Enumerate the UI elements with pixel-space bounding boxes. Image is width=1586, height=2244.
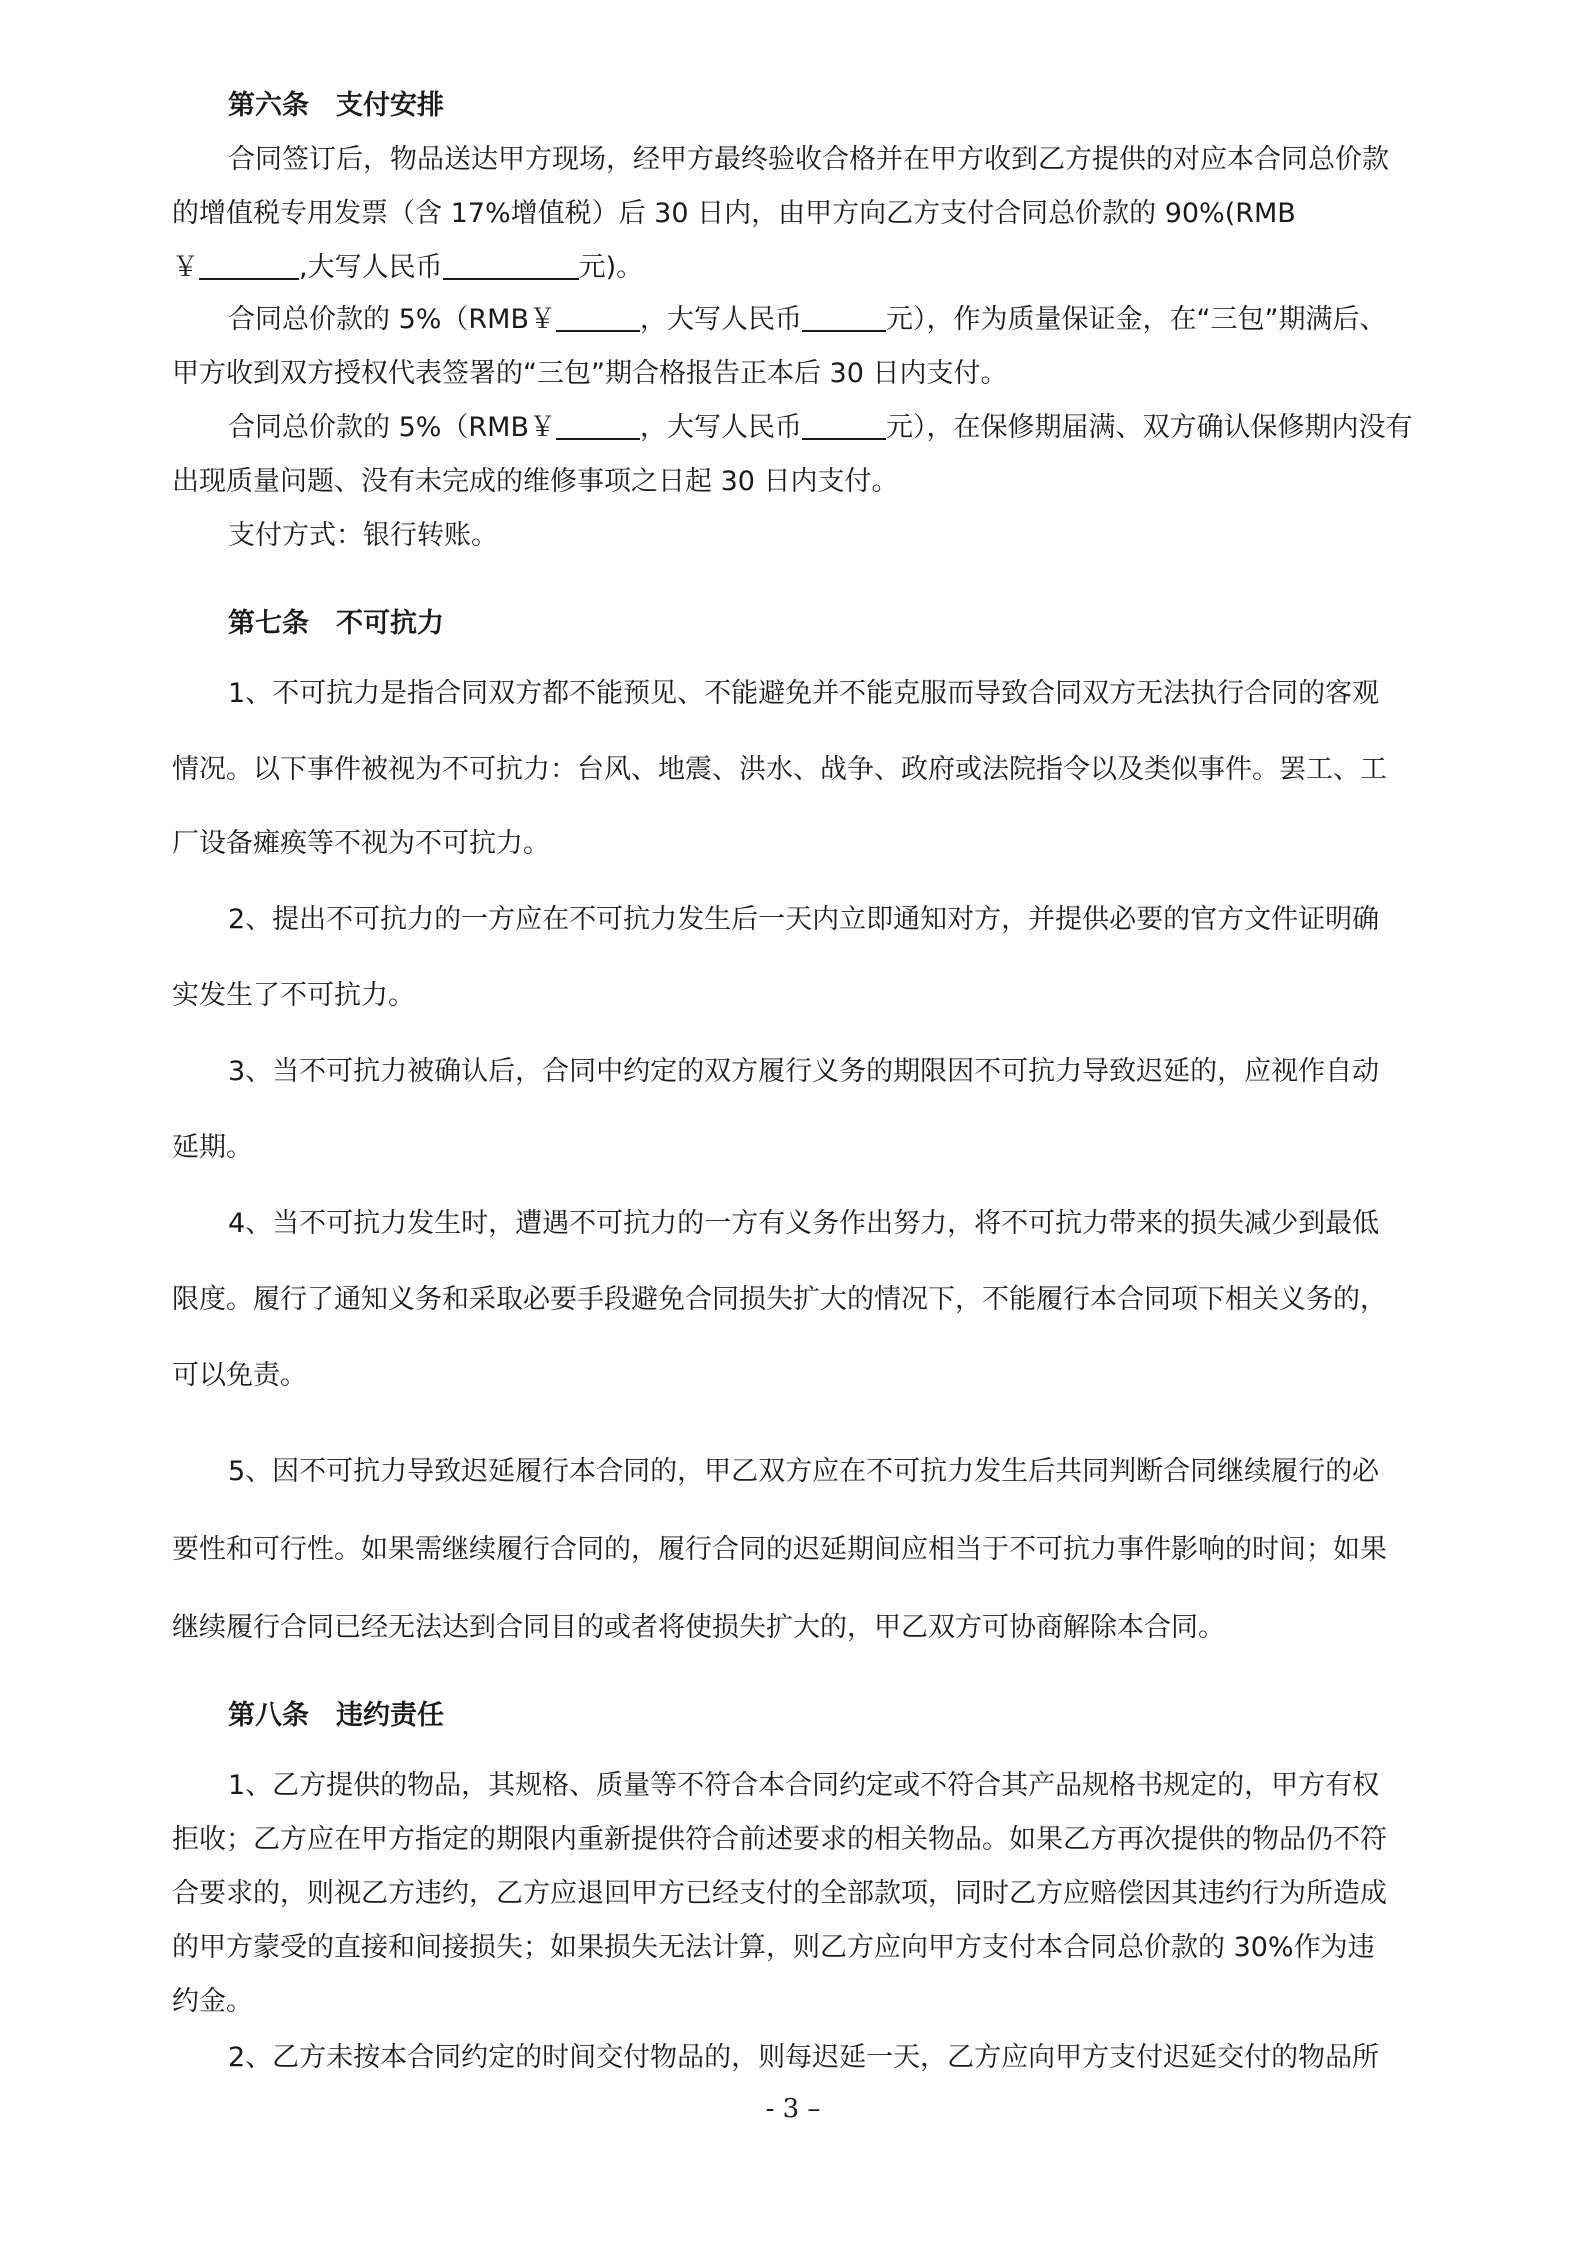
article-7-item5-line2: 要性和可行性。如果需继续履行合同的，履行合同的迟延期间应相当于不可抗力事件影响的时间；如果 <box>172 1534 1387 1565</box>
fill-blank <box>443 252 579 280</box>
text-segment: ，大写人民币 <box>640 412 802 443</box>
text-segment: 合同总价款的 5%（RMB￥ <box>228 412 556 443</box>
article-7-item1-line2: 情况。以下事件被视为不可抗力：台风、地震、洪水、战争、政府或法院指令以及类似事件。罢工、工 <box>172 754 1387 785</box>
article-7-item5-line1: 5、因不可抗力导致迟延履行本合同的，甲乙双方应在不可抗力发生后共同判断合同继续履行的必 <box>228 1456 1380 1487</box>
article-6-p3-line1 <box>228 408 1422 448</box>
text-segment: 合同总价款的 5%（RMB￥ <box>228 304 556 335</box>
text-segment: 元），在保修期届满、双方确认保修期内没有 <box>886 412 1413 443</box>
article-6-p3-line2: 出现质量问题、没有未完成的维修事项之日起 30 日内支付。 <box>172 466 899 497</box>
article-8-item1-line1: 1、乙方提供的物品，其规格、质量等不符合本合同约定或不符合其产品规格书规定的，甲方有权 <box>228 1770 1380 1801</box>
article-8-item2-line1: 2、乙方未按本合同约定的时间交付物品的，则每迟延一天，乙方应向甲方支付迟延交付的物品所 <box>228 2042 1380 2073</box>
article-7-item1-line1: 1、不可抗力是指合同双方都不能预见、不能避免并不能克服而导致合同双方无法执行合同的客观 <box>228 678 1380 709</box>
article-8-item1-line3: 合要求的，则视乙方违约，乙方应退回甲方已经支付的全部款项，同时乙方应赔偿因其违约行为所造成 <box>172 1878 1387 1909</box>
fill-blank <box>802 304 886 332</box>
page-number: - 3 – <box>765 2094 821 2124</box>
text-segment: 元），作为质量保证金，在“三包”期满后、 <box>886 304 1387 335</box>
article-6-p1-line2: 的增值税专用发票（含 17%增值税）后 30 日内，由甲方向乙方支付合同总价款的 90%(RMB <box>172 198 1296 229</box>
article-7-heading: 第七条 不可抗力 <box>228 608 444 639</box>
article-6-heading: 第六条 支付安排 <box>228 90 444 121</box>
article-7-item5-line3: 继续履行合同已经无法达到合同目的或者将使损失扩大的，甲乙双方可协商解除本合同。 <box>172 1612 1225 1643</box>
fill-blank <box>556 412 640 440</box>
text-segment: ￥ <box>172 252 199 283</box>
article-6-p1-line3 <box>172 248 1422 288</box>
fill-blank <box>556 304 640 332</box>
article-7-item2-line2: 实发生了不可抗力。 <box>172 980 415 1011</box>
article-7-item3-line1: 3、当不可抗力被确认后，合同中约定的双方履行义务的期限因不可抗力导致迟延的，应视作自动 <box>228 1056 1380 1087</box>
article-7-item2-line1: 2、提出不可抗力的一方应在不可抗力发生后一天内立即通知对方，并提供必要的官方文件证明确 <box>228 904 1380 935</box>
article-7-item4-line3: 可以免责。 <box>172 1360 307 1391</box>
article-7-item4-line1: 4、当不可抗力发生时，遭遇不可抗力的一方有义务作出努力，将不可抗力带来的损失减少到最低 <box>228 1208 1380 1239</box>
article-8-item1-line5: 约金。 <box>172 1986 253 2017</box>
article-7-item4-line2: 限度。履行了通知义务和采取必要手段避免合同损失扩大的情况下，不能履行本合同项下相关义务的， <box>172 1284 1387 1315</box>
article-8-item1-line4: 的甲方蒙受的直接和间接损失；如果损失无法计算，则乙方应向甲方支付本合同总价款的 30%作为违 <box>172 1932 1375 1963</box>
article-6-p2-line2: 甲方收到双方授权代表签署的“三包”期合格报告正本后 30 日内支付。 <box>172 358 1008 389</box>
article-6-p1-line1: 合同签订后，物品送达甲方现场，经甲方最终验收合格并在甲方收到乙方提供的对应本合同总价款 <box>228 144 1389 175</box>
text-segment: ,大写人民币 <box>299 252 443 283</box>
article-6-p4: 支付方式：银行转账。 <box>228 520 498 551</box>
article-8-item1-line2: 拒收；乙方应在甲方指定的期限内重新提供符合前述要求的相关物品。如果乙方再次提供的物品仍不符 <box>172 1824 1387 1855</box>
article-7-item3-line2: 延期。 <box>172 1132 253 1163</box>
article-6-p2-line1 <box>228 300 1422 340</box>
article-8-heading: 第八条 违约责任 <box>228 1700 444 1731</box>
fill-blank <box>802 412 886 440</box>
text-segment: ，大写人民币 <box>640 304 802 335</box>
fill-blank <box>199 252 299 280</box>
text-segment: 元)。 <box>578 252 644 283</box>
article-7-item1-line3: 厂设备瘫痪等不视为不可抗力。 <box>172 828 550 859</box>
